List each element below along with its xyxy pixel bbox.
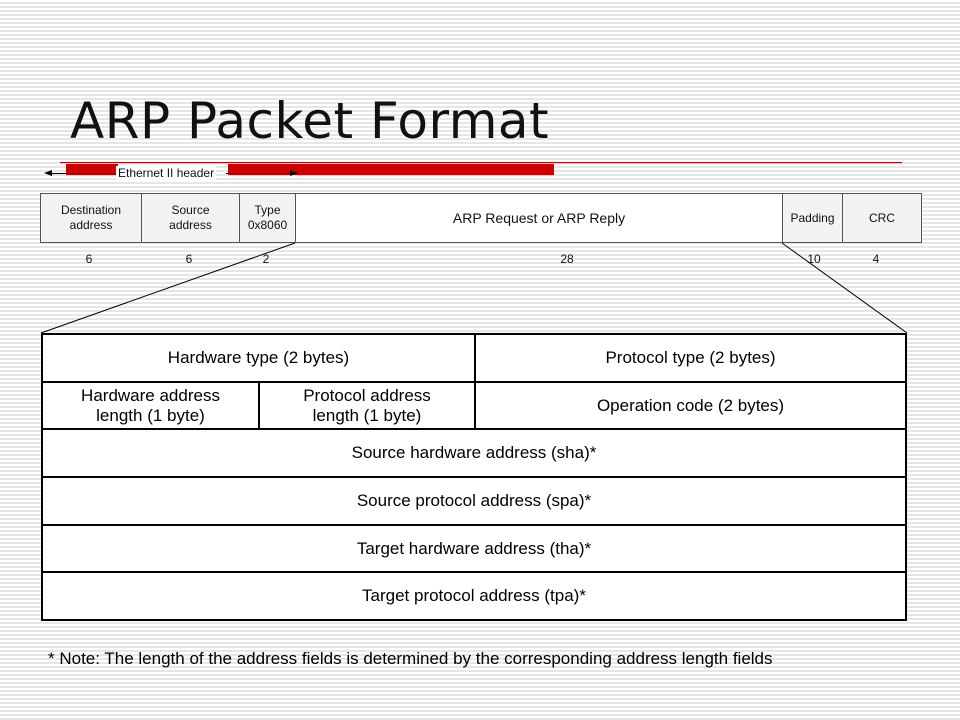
eth-field-padding: Padding	[783, 194, 843, 242]
arp-field-hardware-type: Hardware type (2 bytes)	[43, 335, 476, 381]
arp-row-spa	[43, 478, 905, 526]
arp-field-protocol-address-length: Protocol address length (1 byte)	[260, 383, 476, 429]
arp-field-operation-code: Operation code (2 bytes)	[596, 395, 785, 415]
eth-field-crc: CRC	[843, 194, 921, 242]
size-label-type: 2	[262, 252, 270, 266]
ethernet-header-label: Ethernet II header	[118, 166, 215, 180]
arp-row-tha	[43, 526, 905, 574]
size-label-source: 6	[185, 252, 193, 266]
arp-packet-table	[41, 333, 907, 621]
eth-field-source-address: Source address	[142, 194, 240, 242]
slide-title: ARP Packet Format	[70, 92, 550, 150]
arp-field-target-protocol-address: Target protocol address (tpa)*	[362, 586, 586, 606]
size-label-destination: 6	[85, 252, 93, 266]
footnote: * Note: The length of the address fields is determined by the corresponding address length fields	[48, 649, 773, 668]
arp-field-protocol-type: Protocol type (2 bytes)	[605, 347, 776, 367]
arp-row-sha	[43, 430, 905, 478]
size-label-crc: 4	[872, 252, 880, 266]
zoom-line-right	[782, 243, 907, 333]
zoom-line-left	[41, 243, 295, 333]
arp-row-lengths	[43, 383, 905, 431]
arp-field-hardware-address-length: Hardware address length (1 byte)	[43, 383, 260, 429]
arp-row-tpa	[43, 573, 905, 619]
size-label-padding: 10	[807, 252, 821, 266]
size-label-payload: 28	[560, 252, 574, 266]
eth-field-arp-payload: ARP Request or ARP Reply	[296, 194, 783, 242]
arp-field-source-hardware-address: Source hardware address (sha)*	[351, 443, 597, 463]
eth-field-destination-address: Destination address	[41, 194, 142, 242]
arp-row-types	[43, 335, 905, 383]
arp-field-target-hardware-address: Target hardware address (tha)*	[356, 538, 592, 558]
arp-field-source-protocol-address: Source protocol address (spa)*	[356, 490, 592, 510]
eth-field-type: Type 0x8060	[240, 194, 296, 242]
